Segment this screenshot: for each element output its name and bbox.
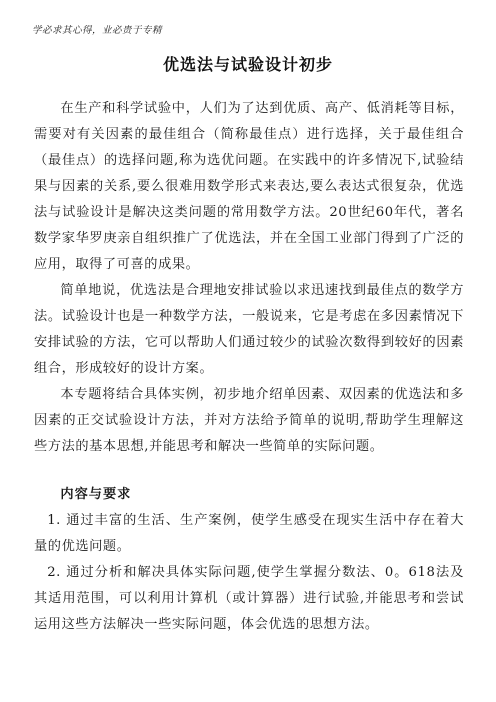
paragraph-intro: 在生产和科学试验中，人们为了达到优质、高产、低消耗等目标，需要对有关因素的最佳组合（简称最佳点）进行选择，关于最佳组合（最佳点）的选择问题,称为选优问题。在实践中的许多情况下,试验结果与因素的关系,要么很难用数学形式来表达,要么表达式很复杂，优选法与试验设计是解决这类问题的常用数学方法。20世纪60年代，著名数学家华罗庚亲自组织推广了优选法，并在全国工业部门得到了广泛的应用，取得了可喜的成果。	[34, 101, 464, 272]
paragraph-definition: 简单地说，优选法是合理地安排试验以求迅速找到最佳点的数学方法。试验设计也是一种数学方法，一般说来，它是考虑在多因素情况下安排试验的方法，它可以帮助人们通过较少的试验次数得到较好的因素组合，形成较好的设计方案。	[34, 283, 464, 376]
paragraph-scope: 本专题将结合具体实例，初步地介绍单因素、双因素的优选法和多因素的正交试验设计方法，并对方法给予简单的说明,帮助学生理解这些方法的基本思想,并能思考和解决一些简单的实际问题。	[34, 387, 464, 454]
document-title: 优选法与试验设计初步	[162, 55, 333, 74]
requirement-item-2: 2. 通过分析和解决具体实际问题,使学生掌握分数法、0。618法及其适用范围，可以利用计算机（或计算器）进行试验,并能思考和尝试运用这些方法解决一些实际问题，体会优选的思想方法。	[34, 565, 464, 632]
requirement-item-1: 1. 通过丰富的生活、生产案例，使学生感受在现实生活中存在着大量的优选问题。	[34, 513, 464, 554]
section-heading: 内容与要求	[60, 487, 132, 502]
header-note: 学必求其心得，业必贵于专精	[32, 25, 163, 36]
document-body	[34, 96, 464, 638]
